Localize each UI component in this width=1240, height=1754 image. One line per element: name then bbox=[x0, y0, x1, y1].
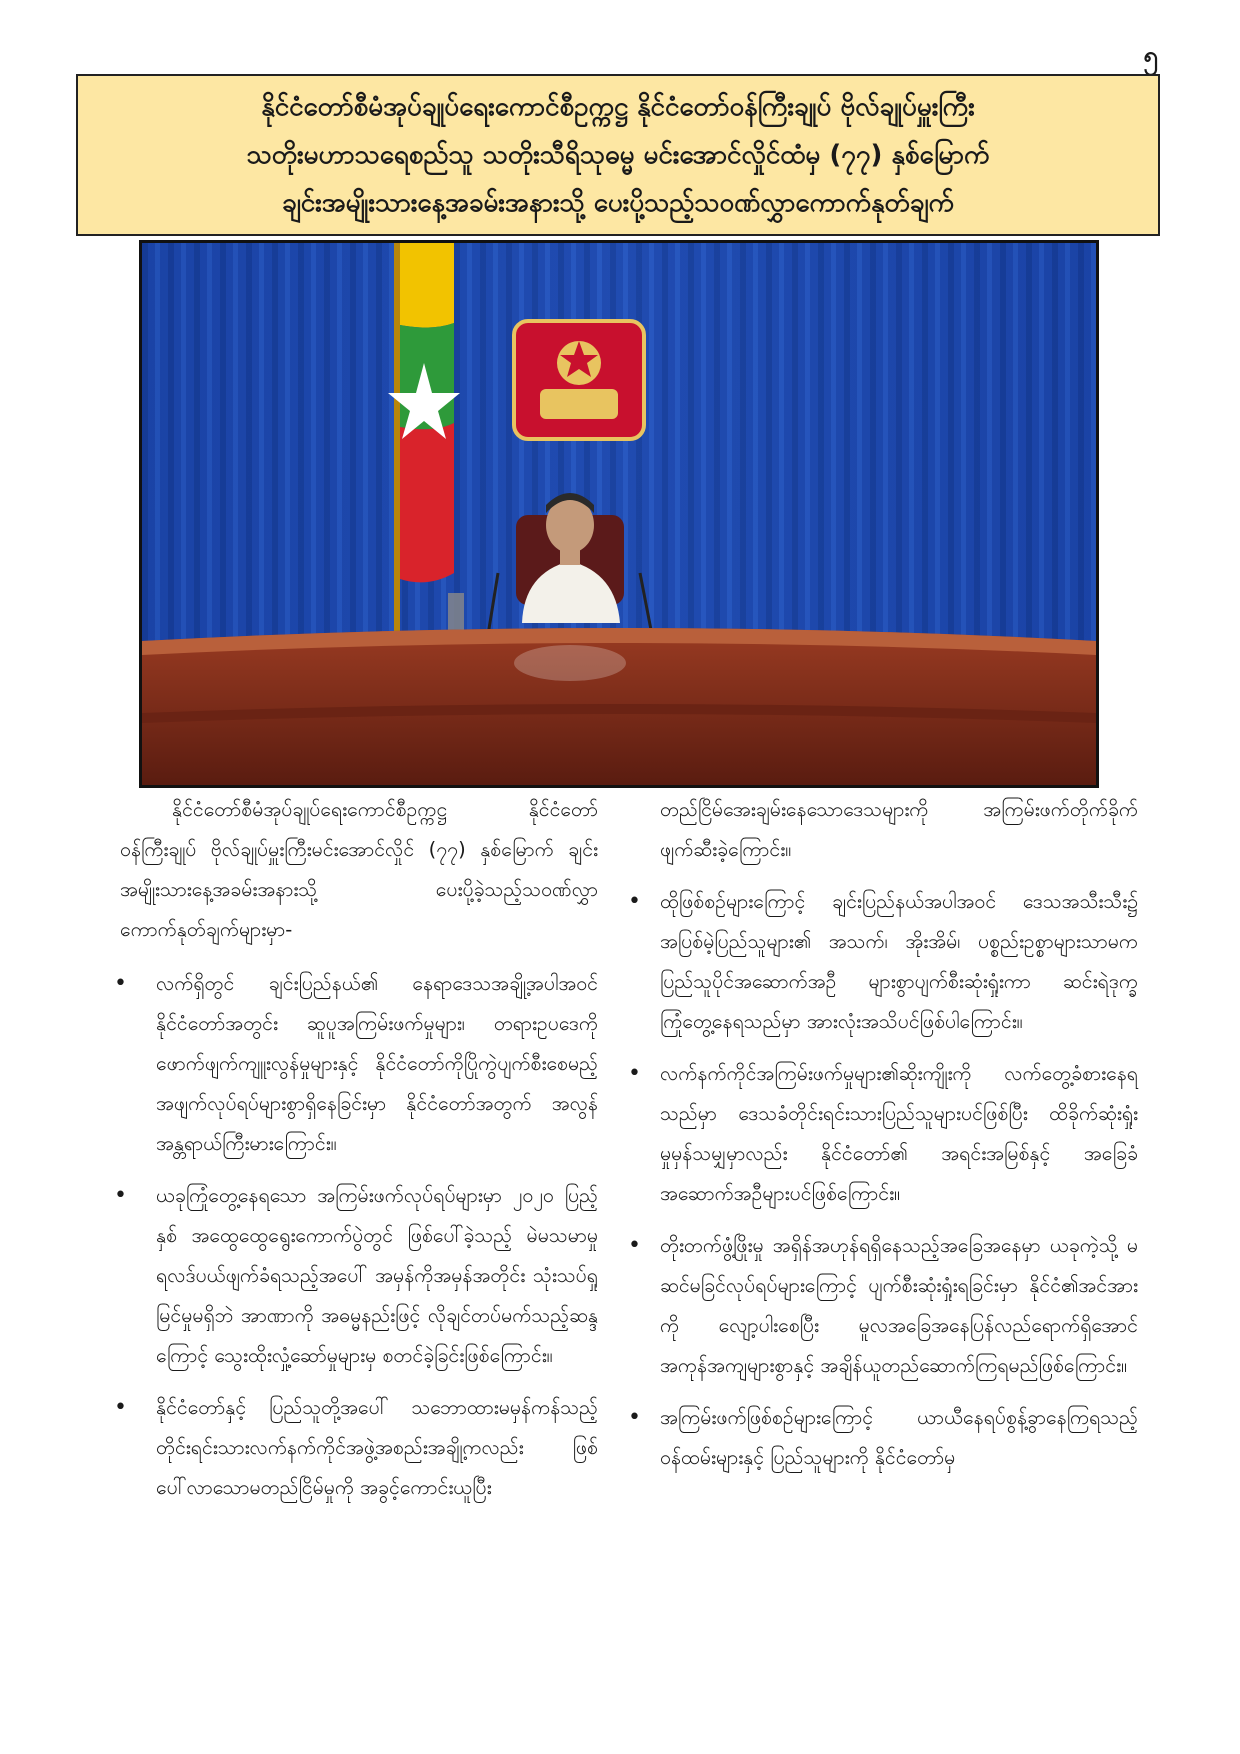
title-line-3: ချင်းအမျိုးသားနေ့အခမ်းအနားသို့ ပေးပို့သည့်သဝဏ်လွှာကောက်နုတ်ချက် bbox=[282, 188, 954, 218]
photo-illustration bbox=[142, 243, 1096, 785]
photo bbox=[139, 240, 1099, 788]
bullet-icon: • bbox=[628, 1233, 641, 1258]
list-item-text: လက်နက်ကိုင်အကြမ်းဖက်မှုများ၏ဆိုးကျိုးကို လက်တွေ့ခံစားနေရသည်မှာ ဒေသခံတိုင်းရင်းသားပြည်သူများပင်ဖြစ်ပြီး ထိခိုက်ဆုံးရှုံးမှုမှန်သမျှမှာလည်း နိုင်ငံတော်၏ အရင်းအမြစ်နှင့် အခြေခံအဆောက်အဦများပင်ဖြစ်ကြောင်း။ bbox=[660, 1062, 1138, 1205]
bullet-icon: • bbox=[628, 1061, 641, 1086]
left-bullet-list bbox=[114, 964, 598, 1508]
title-line-1: နိုင်ငံတော်စီမံအုပ်ချုပ်ရေးကောင်စီဥက္ကဋ္ဌ နိုင်ငံတော်ဝန်ကြီးချုပ် ဗိုလ်ချုပ်မှူးကြီး bbox=[261, 92, 975, 122]
left-column bbox=[114, 790, 598, 1520]
list-item-text: တိုးတက်ဖွံ့ဖြိုးမှု အရှိန်အဟုန်ရရှိနေသည့်အခြေအနေမှာ ယခုကဲ့သို့ မဆင်မခြင်လုပ်ရပ်များကြောင့် ပျက်စီးဆုံးရှုံးရခြင်းမှာ နိုင်ငံ၏အင်အားကို လျော့ပါးစေပြီး မူလအခြေအနေပြန်လည်ရောက်ရှိအောင် အကုန်အကျများစွာနှင့် အချိန်ယူတည်ဆောက်ကြရမည်ဖြစ်ကြောင်း။ bbox=[660, 1234, 1138, 1377]
list-item-text: ယခုကြုံတွေ့နေရသော အကြမ်းဖက်လုပ်ရပ်များမှာ ၂၀၂၀ ပြည့်နှစ် အထွေထွေရွေးကောက်ပွဲတွင် ဖြစ်ပေါ်ခဲ့သည့် မဲမသမာမှုရလဒ်ပယ်ဖျက်ခံရသည့်အပေါ် အမှန်ကိုအမှန်အတိုင်း သုံးသပ်ရှုမြင်မှုမရှိဘဲ အာဏာကို အဓမ္မနည်းဖြင့် လိုချင်တပ်မက်သည့်ဆန္ဒကြောင့် သွေးထိုးလှုံ့ဆော်မှုများမှ စတင်ခဲ့ခြင်းဖြစ်ကြောင်း။ bbox=[156, 1184, 598, 1367]
list-item bbox=[114, 1388, 598, 1508]
right-column bbox=[628, 790, 1138, 1490]
desk bbox=[142, 628, 1096, 785]
list-item bbox=[628, 1398, 1138, 1478]
list-item bbox=[628, 1054, 1138, 1214]
bullet-icon: • bbox=[628, 1405, 641, 1430]
list-item-text: အကြမ်းဖက်ဖြစ်စဉ်များကြောင့် ယာယီနေရပ်စွန့်ခွာနေကြရသည့်ဝန်ထမ်းများနှင့် ပြည်သူများကို နိုင်ငံတော်မှ bbox=[660, 1406, 1138, 1469]
intro-paragraph: နိုင်ငံတော်စီမံအုပ်ချုပ်ရေးကောင်စီဥက္ကဋ္ဌ နိုင်ငံတော်ဝန်ကြီးချုပ် ဗိုလ်ချုပ်မှူးကြီးမင်းအောင်လှိုင် (၇၇) နှစ်မြောက် ချင်းအမျိုးသားနေ့အခမ်းအနားသို့ ပေးပို့ခဲ့သည့်သဝဏ်လွှာ ကောက်နုတ်ချက်များမှာ- bbox=[120, 798, 598, 941]
list-item bbox=[628, 1226, 1138, 1386]
bullet-icon: • bbox=[114, 1183, 127, 1208]
bullet-icon: • bbox=[114, 1395, 127, 1420]
continuation-text: တည်ငြိမ်အေးချမ်းနေသောဒေသများကို အကြမ်းဖက်တိုက်ခိုက်ဖျက်ဆီးခဲ့ကြောင်း။ bbox=[660, 798, 1138, 861]
bullet-icon: • bbox=[628, 889, 641, 914]
list-item bbox=[114, 1176, 598, 1376]
right-bullet-list bbox=[628, 882, 1138, 1478]
list-item-text: နိုင်ငံတော်နှင့် ပြည်သူတို့အပေါ် သဘောထားမမှန်ကန်သည့် တိုင်းရင်းသားလက်နက်ကိုင်အဖွဲ့အစည်းအချို့ကလည်း ဖြစ်ပေါ်လာသောမတည်ငြိမ်မှုကို အခွင့်ကောင်းယူပြီး bbox=[156, 1396, 598, 1499]
list-item-text: လက်ရှိတွင် ချင်းပြည်နယ်၏ နေရာဒေသအချို့အပါအဝင် နိုင်ငံတော်အတွင်း ဆူပူအကြမ်းဖက်မှုများ၊ တရားဥပဒေကို ဖောက်ဖျက်ကျူးလွန်မှုများနှင့် နိုင်ငံတော်ကိုပြိုကွဲပျက်စီးစေမည့်အဖျက်လုပ်ရပ်များစွာရှိနေခြင်းမှာ နိုင်ငံတော်အတွက် အလွန်အန္တရာယ်ကြီးမားကြောင်း။ bbox=[156, 972, 598, 1155]
title-line-2: သတိုးမဟာသရေစည်သူ သတိုးသီရိသုဓမ္မ မင်းအောင်လှိုင်ထံမှ (၇၇) နှစ်မြောက် bbox=[246, 140, 990, 170]
list-item-text: ထိုဖြစ်စဉ်များကြောင့် ချင်းပြည်နယ်အပါအဝင် ဒေသအသီးသီး၌ အပြစ်မဲ့ပြည်သူများ၏ အသက်၊ အိုးအိမ်၊ ပစ္စည်းဥစ္စာများသာမက ပြည်သူပိုင်အဆောက်အဦ များစွာပျက်စီးဆုံးရှုံးကာ ဆင်းရဲဒုက္ခကြုံတွေ့နေရသည်မှာ အားလုံးအသိပင်ဖြစ်ပါကြောင်း။ bbox=[660, 890, 1138, 1033]
list-item bbox=[114, 964, 598, 1164]
bullet-icon: • bbox=[114, 971, 127, 996]
state-emblem bbox=[514, 321, 644, 439]
title-box bbox=[76, 74, 1160, 236]
list-item bbox=[628, 882, 1138, 1042]
page-number: ၅ bbox=[1143, 41, 1158, 71]
